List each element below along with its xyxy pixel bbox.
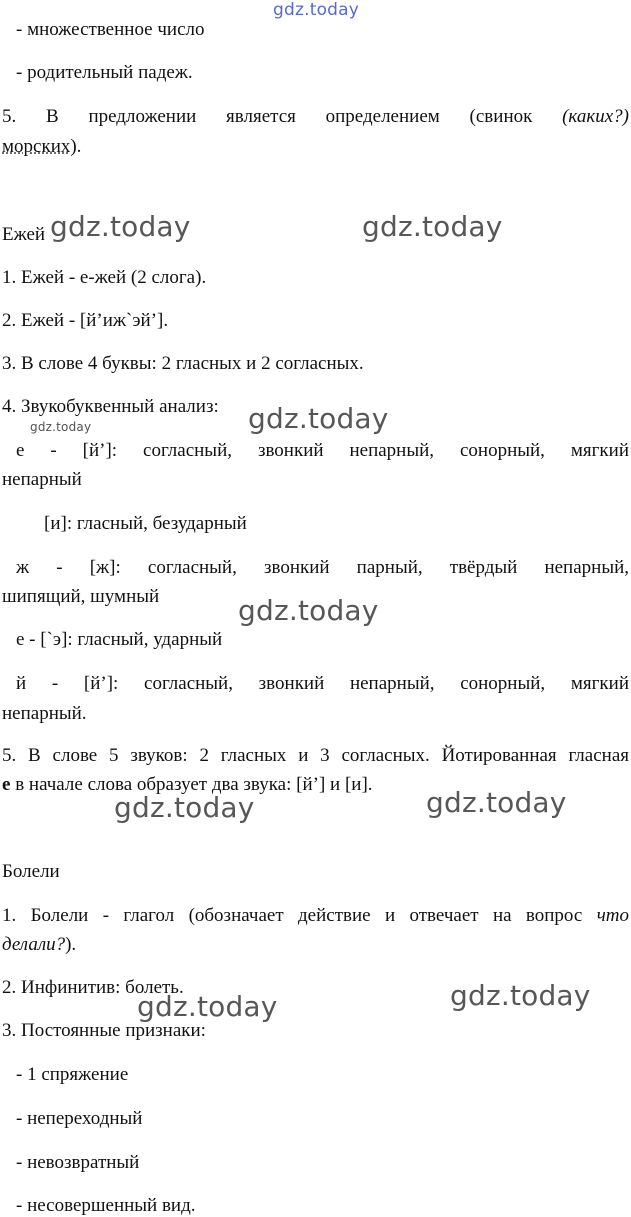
watermark: gdz.today bbox=[362, 210, 503, 243]
text-line: 2. Ежей - [й’иж`эй’]. bbox=[2, 310, 169, 331]
watermark: gdz.today bbox=[238, 594, 379, 627]
list-item: - невозвратный bbox=[16, 1152, 140, 1173]
watermark-small: gdz.today bbox=[30, 420, 92, 434]
text-line: 1. Ежей - е-жей (2 слога). bbox=[2, 267, 207, 288]
watermark: gdz.today bbox=[450, 979, 591, 1012]
list-item: - 1 спряжение bbox=[16, 1064, 129, 1085]
text-line: непарный. bbox=[2, 703, 87, 724]
text-line: - родительный падеж. bbox=[16, 62, 193, 83]
text-line: ж - [ж]: согласный, звонкий парный, твёрдый непарный, bbox=[16, 557, 629, 578]
watermark: gdz.today bbox=[426, 786, 567, 819]
text-line: 4. Звукобуквенный анализ: bbox=[2, 396, 219, 417]
watermark: gdz.today bbox=[137, 990, 278, 1023]
text-line: [и]: гласный, безударный bbox=[44, 513, 247, 534]
text-line: 3. В слове 4 буквы: 2 гласных и 2 согласных. bbox=[2, 353, 364, 374]
text-line: 5. В слове 5 звуков: 2 гласных и 3 согласных. Йотированная гласная bbox=[2, 745, 629, 766]
text-line: морских). bbox=[2, 136, 82, 157]
watermark: gdz.today bbox=[248, 402, 389, 435]
text-line: е в начале слова образует два звука: [й’] и [и]. bbox=[2, 774, 373, 795]
list-item: - несовершенный вид. bbox=[16, 1195, 196, 1216]
text-line: 5. В предложении является определением (свинок (каких?) bbox=[2, 106, 629, 127]
text-line: й - [й’]: согласный, звонкий непарный, сонорный, мягкий bbox=[16, 673, 629, 694]
watermark-header: gdz.today bbox=[273, 0, 360, 20]
text-line: шипящий, шумный bbox=[2, 586, 160, 607]
text-line: е - [`э]: гласный, ударный bbox=[16, 629, 223, 650]
text-line: непарный bbox=[2, 469, 82, 490]
text-line: 1. Болели - глагол (обозначает действие и отвечает на вопрос что bbox=[2, 905, 629, 926]
text-line: - множественное число bbox=[16, 19, 205, 40]
watermark: gdz.today bbox=[50, 210, 191, 243]
section-heading-boleli: Болели bbox=[2, 861, 60, 882]
list-item: - непереходный bbox=[16, 1108, 143, 1129]
text-line: делали?). bbox=[2, 934, 77, 955]
watermark: gdz.today bbox=[114, 791, 255, 824]
text-line: 3. Постоянные признаки: bbox=[2, 1020, 206, 1041]
text-line: 2. Инфинитив: болеть. bbox=[2, 977, 184, 998]
section-heading-ezhey: Ежей bbox=[2, 224, 46, 245]
text-line: е - [й’]: согласный, звонкий непарный, сонорный, мягкий bbox=[16, 440, 629, 461]
